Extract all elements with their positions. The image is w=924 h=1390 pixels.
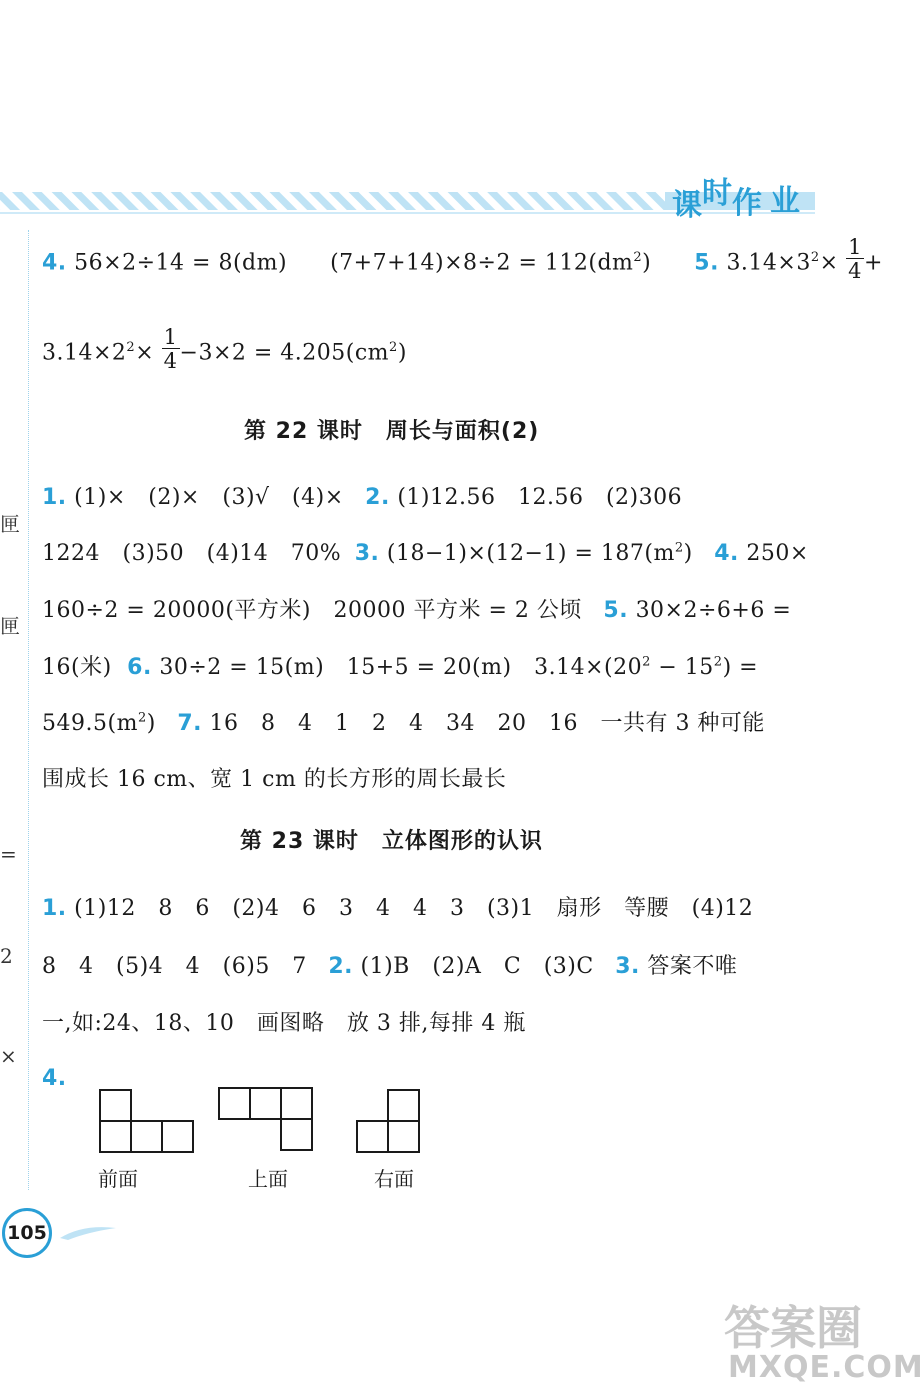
question-number: 1.	[42, 896, 67, 921]
question-number: 6.	[127, 655, 152, 680]
superscript: 2	[810, 250, 820, 266]
superscript: 2	[633, 250, 643, 266]
watermark-line: 答案圈	[724, 1301, 862, 1355]
fraction	[162, 327, 180, 372]
answer-line	[42, 593, 791, 624]
header-title-char: 作	[732, 186, 762, 221]
superscript: 2	[389, 340, 398, 356]
view-label-right: 右面	[374, 1167, 414, 1191]
view-square	[100, 1090, 131, 1121]
section-title: 第 23 课时 立体图形的认识	[240, 829, 543, 854]
view-square	[357, 1121, 388, 1152]
view-square	[281, 1119, 312, 1150]
view-square	[162, 1121, 193, 1152]
question-number: 5.	[694, 250, 719, 276]
answer-text: ) =	[722, 655, 759, 680]
answer-text: 8 4 (5)4 4 (6)5 7	[42, 954, 307, 979]
answer-text: 160÷2 = 20000(平方米) 20000 平方米 = 2 公顷	[42, 598, 582, 623]
answer-text: ×	[819, 250, 839, 276]
answer-line	[42, 949, 737, 980]
header-title	[672, 172, 800, 223]
section-title: 第 22 课时 周长与面积(2)	[244, 419, 540, 444]
question-number: 7.	[177, 711, 202, 736]
question-number: 5.	[603, 598, 629, 623]
header-title-char: 课	[672, 188, 702, 223]
superscript: 2	[713, 654, 723, 670]
answer-line: 围成长 16 cm、宽 1 cm 的长方形的周长最长	[42, 767, 507, 792]
answer-line	[42, 536, 809, 567]
answer-text: ×	[135, 340, 155, 366]
answer-line	[42, 650, 758, 681]
answer-text: 30×2÷6+6 =	[635, 598, 792, 623]
answer-text: 答案不唯	[647, 954, 738, 979]
left-margin-line	[28, 230, 29, 1190]
superscript: 2	[137, 710, 147, 726]
view-square	[250, 1088, 281, 1119]
answer-text: +	[863, 250, 883, 276]
header-title-char: 时	[702, 176, 732, 211]
answer-text: (1)B (2)A C (3)C	[360, 954, 594, 979]
view-square	[131, 1121, 162, 1152]
edge-mark: ×	[0, 1044, 17, 1068]
question-number: 2.	[328, 954, 353, 979]
edge-mark: 匣	[0, 512, 20, 536]
superscript: 2	[642, 654, 651, 670]
answer-text: 3.14×3	[726, 250, 811, 276]
question-number: 4.	[714, 541, 739, 566]
view-square	[281, 1088, 312, 1119]
answer-text: (1)12.56 12.56 (2)306	[397, 485, 683, 510]
answer-text: 1224 (3)50 (4)14 70%	[42, 541, 342, 566]
answer-text: )	[683, 541, 693, 566]
answer-text: 16(米)	[42, 655, 112, 680]
answer-text: )	[146, 711, 156, 736]
answer-line	[42, 325, 407, 373]
view-square	[388, 1090, 419, 1121]
question-number: 3.	[615, 954, 640, 979]
answer-text: )	[397, 340, 407, 366]
question-number: 4.	[42, 1066, 67, 1091]
page-number: 105	[2, 1208, 52, 1258]
answer-text: 56×2÷14 = 8(dm)	[74, 250, 288, 276]
superscript: 2	[126, 340, 136, 356]
question-number: 2.	[365, 485, 390, 510]
answer-line	[42, 235, 883, 283]
view-square	[219, 1088, 250, 1119]
answer-text: 549.5(m	[42, 711, 138, 736]
edge-mark: 2	[0, 944, 13, 968]
answer-line	[42, 706, 765, 737]
answer-text: (7+7+14)×8÷2 = 112(dm	[330, 250, 634, 276]
fraction-numerator: 1	[163, 325, 178, 349]
page-number-swoosh	[58, 1222, 118, 1242]
answer-text: (18−1)×(12−1) = 187(m	[386, 541, 675, 566]
fraction-denominator: 4	[163, 349, 178, 373]
view-square	[388, 1121, 419, 1152]
answer-line: 一,如:24、18、10 画图略 放 3 排,每排 4 瓶	[42, 1011, 526, 1036]
answer-text: (1)12 8 6 (2)4 6 3 4 4 3 (3)1 扇形 等腰 (4)12	[74, 896, 754, 921]
answer-text: 16 8 4 1 2 4 34 20 16 一共有 3 种可能	[209, 711, 765, 736]
answer-text: 250×	[746, 541, 809, 566]
answer-line	[42, 891, 753, 922]
superscript: 2	[674, 540, 684, 556]
answer-text: 3.14×2	[42, 340, 127, 366]
answer-text: − 15	[650, 655, 714, 680]
edge-mark: 匣	[0, 614, 20, 638]
answer-text: (1)× (2)× (3)√ (4)×	[74, 485, 344, 510]
answer-line	[42, 480, 682, 511]
fraction-numerator: 1	[848, 235, 862, 259]
top-view	[219, 1088, 312, 1150]
page-number-badge	[2, 1208, 52, 1258]
view-label-front: 前面	[98, 1167, 138, 1191]
question-number: 4.	[42, 250, 67, 276]
watermark-line: MXQE.COM	[728, 1350, 924, 1385]
question-number: 3.	[354, 541, 380, 566]
fraction-denominator: 4	[848, 259, 862, 283]
view-drawings	[90, 1080, 440, 1160]
question-number: 1.	[42, 485, 67, 510]
view-label-top: 上面	[248, 1167, 288, 1191]
answer-text: 30÷2 = 15(m) 15+5 = 20(m) 3.14×(20	[159, 655, 643, 680]
view-square	[100, 1121, 131, 1152]
edge-mark: =	[0, 842, 17, 866]
front-view	[100, 1090, 193, 1152]
answer-text: −3×2 = 4.205(cm	[179, 340, 390, 366]
header-title-char: 业	[770, 184, 800, 219]
right-view	[357, 1090, 419, 1152]
fraction	[846, 237, 864, 282]
answer-text: )	[642, 250, 652, 276]
